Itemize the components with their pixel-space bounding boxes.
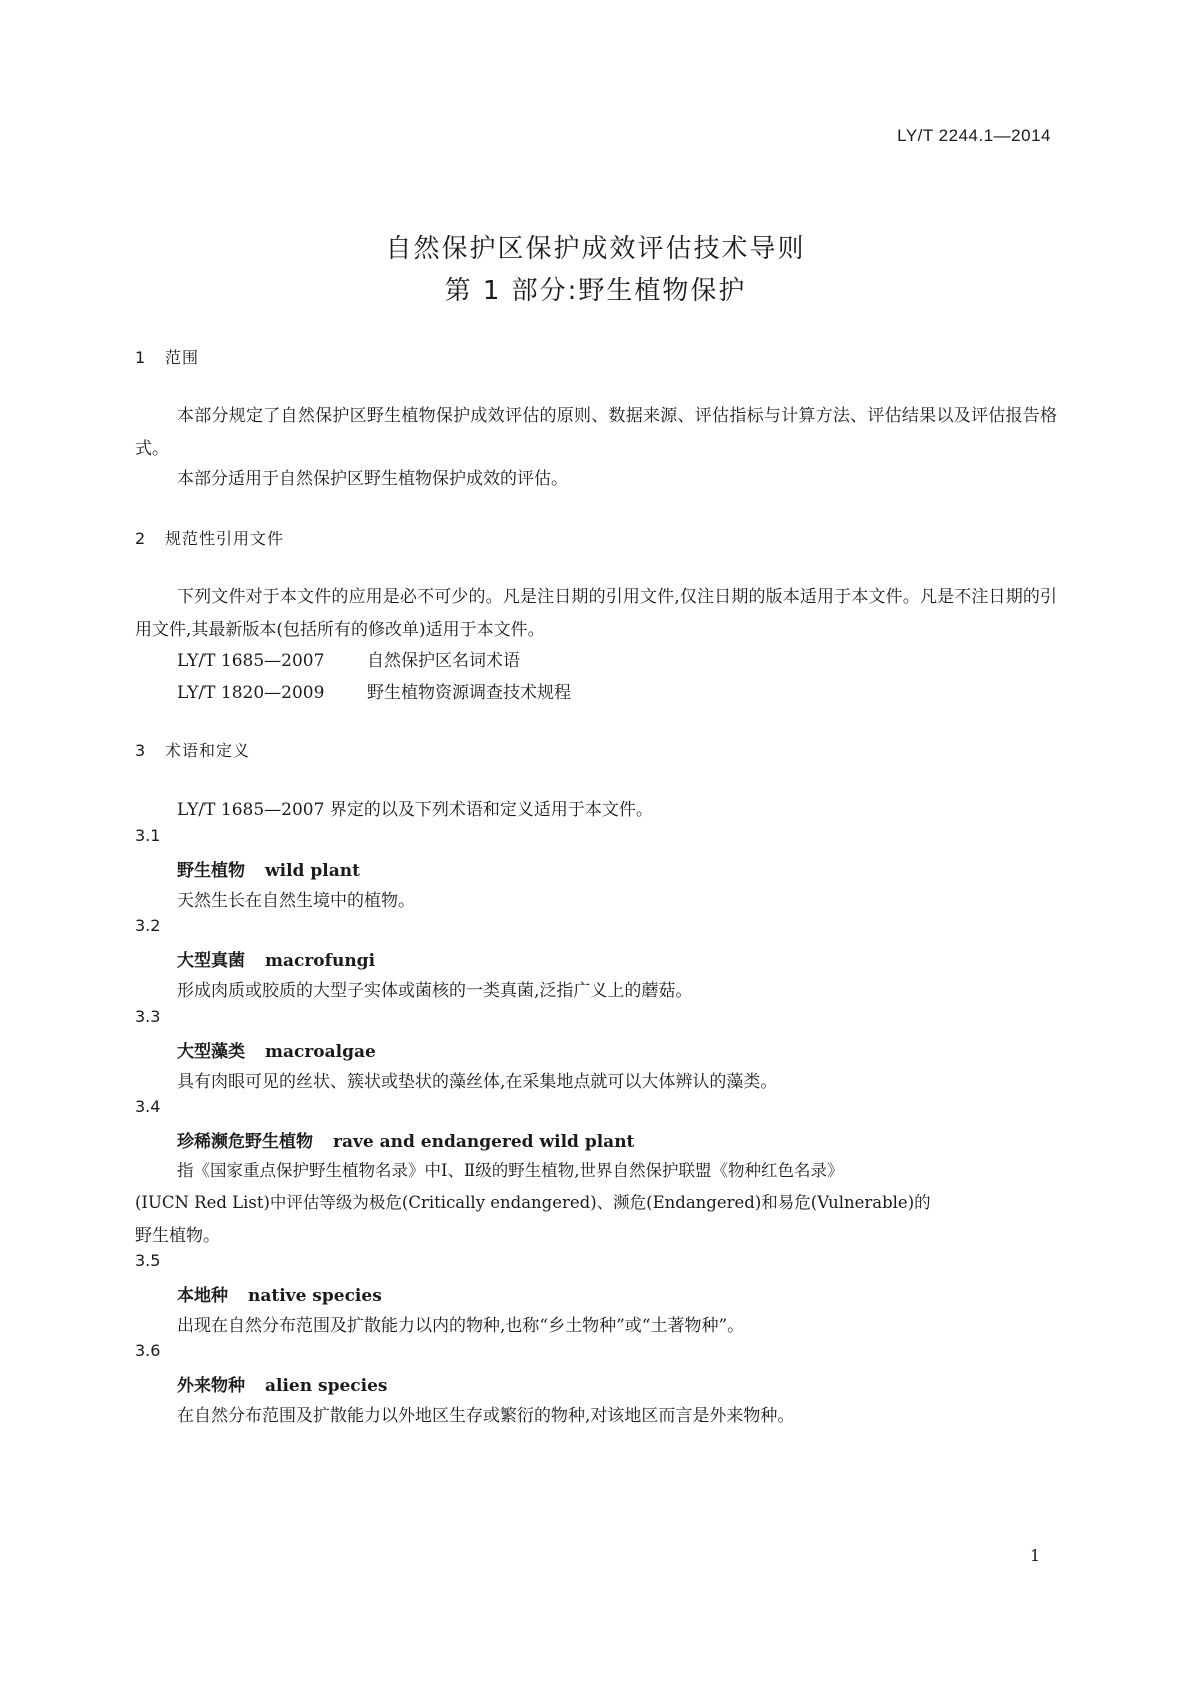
clause-number: 3.5: [135, 1251, 161, 1270]
section-title: 规范性引用文件: [165, 529, 285, 548]
term-heading: [177, 1127, 634, 1152]
term-english: native species: [248, 1286, 382, 1306]
term-heading: [177, 946, 375, 971]
term-definition: 形成肉质或胶质的大型子实体或菌核的一类真菌,泛指广义上的蘑菇。: [177, 981, 693, 1001]
normative-reference: [177, 646, 520, 671]
term-chinese: 本地种: [177, 1286, 228, 1306]
section-2-heading: [135, 526, 284, 549]
term-definition-line-2: (IUCN Red List)中评估等级为极危(Critically endangered)、濒危(Endangered)和易危(Vulnerable)的: [135, 1193, 931, 1212]
term-english: wild plant: [265, 861, 360, 881]
term-definition-line-3: 野生植物。: [135, 1226, 220, 1246]
term-definition: 出现在自然分布范围及扩散能力以内的物种,也称“乡土物种”或“土著物种”。: [177, 1316, 745, 1336]
document-title-line2: 第 1 部分:野生植物保护: [444, 276, 747, 306]
section-number: 2: [135, 529, 147, 548]
reference-code: LY/T 1685—2007: [177, 651, 325, 671]
clause-number: 3.2: [135, 916, 161, 935]
term-chinese: 珍稀濒危野生植物: [177, 1132, 313, 1152]
section-1-paragraph-2: 本部分适用于自然保护区野生植物保护成效的评估。: [177, 469, 568, 489]
section-3-heading: [135, 738, 250, 761]
clause-number: 3.1: [135, 826, 161, 845]
document-title-line1: 自然保护区保护成效评估技术导则: [385, 234, 806, 264]
term-chinese: 大型藻类: [177, 1042, 245, 1062]
normative-reference: [177, 678, 571, 703]
term-definition: 具有肉眼可见的丝状、簇状或垫状的藻丝体,在采集地点就可以大体辨认的藻类。: [177, 1072, 778, 1092]
reference-title: 自然保护区名词术语: [367, 651, 520, 671]
term-heading: [177, 1371, 388, 1396]
term-english: rave and endangered wild plant: [333, 1132, 635, 1152]
term-chinese: 大型真菌: [177, 951, 245, 971]
section-2-paragraph-1: 下列文件对于本文件的应用是必不可少的。凡是注日期的引用文件,仅注日期的版本适用于本文件。凡是不注日期的引用文件,其最新版本(包括所有的修改单)适用于本文件。: [135, 587, 1057, 640]
section-1-paragraph-1: 本部分规定了自然保护区野生植物保护成效评估的原则、数据来源、评估指标与计算方法、评估结果以及评估报告格式。: [135, 406, 1057, 459]
clause-number: 3.6: [135, 1341, 161, 1360]
term-english: macroalgae: [265, 1042, 376, 1062]
document-number: LY/T 2244.1—2014: [897, 126, 1051, 145]
reference-title: 野生植物资源调查技术规程: [367, 683, 571, 703]
section-number: 3: [135, 741, 147, 760]
term-english: alien species: [265, 1376, 388, 1396]
section-1-heading: [135, 345, 199, 368]
term-heading: [177, 856, 360, 881]
term-heading: [177, 1037, 376, 1062]
term-chinese: 野生植物: [177, 861, 245, 881]
term-definition-line-1: 指《国家重点保护野生植物名录》中Ⅰ、Ⅱ级的野生植物,世界自然保护联盟《物种红色名录》: [177, 1161, 844, 1180]
term-chinese: 外来物种: [177, 1376, 245, 1396]
term-english: macrofungi: [265, 951, 376, 971]
term-heading: [177, 1281, 382, 1306]
section-number: 1: [135, 348, 147, 367]
section-title: 术语和定义: [165, 741, 251, 760]
reference-code: LY/T 1820—2009: [177, 683, 325, 703]
section-title: 范围: [165, 348, 200, 367]
section-3-intro: LY/T 1685—2007 界定的以及下列术语和定义适用于本文件。: [177, 800, 653, 820]
clause-number: 3.3: [135, 1007, 161, 1026]
term-definition: 天然生长在自然生境中的植物。: [177, 891, 415, 911]
term-definition: 在自然分布范围及扩散能力以外地区生存或繁衍的物种,对该地区而言是外来物种。: [177, 1406, 795, 1426]
page-number: 1: [1030, 1546, 1041, 1565]
clause-number: 3.4: [135, 1097, 161, 1116]
